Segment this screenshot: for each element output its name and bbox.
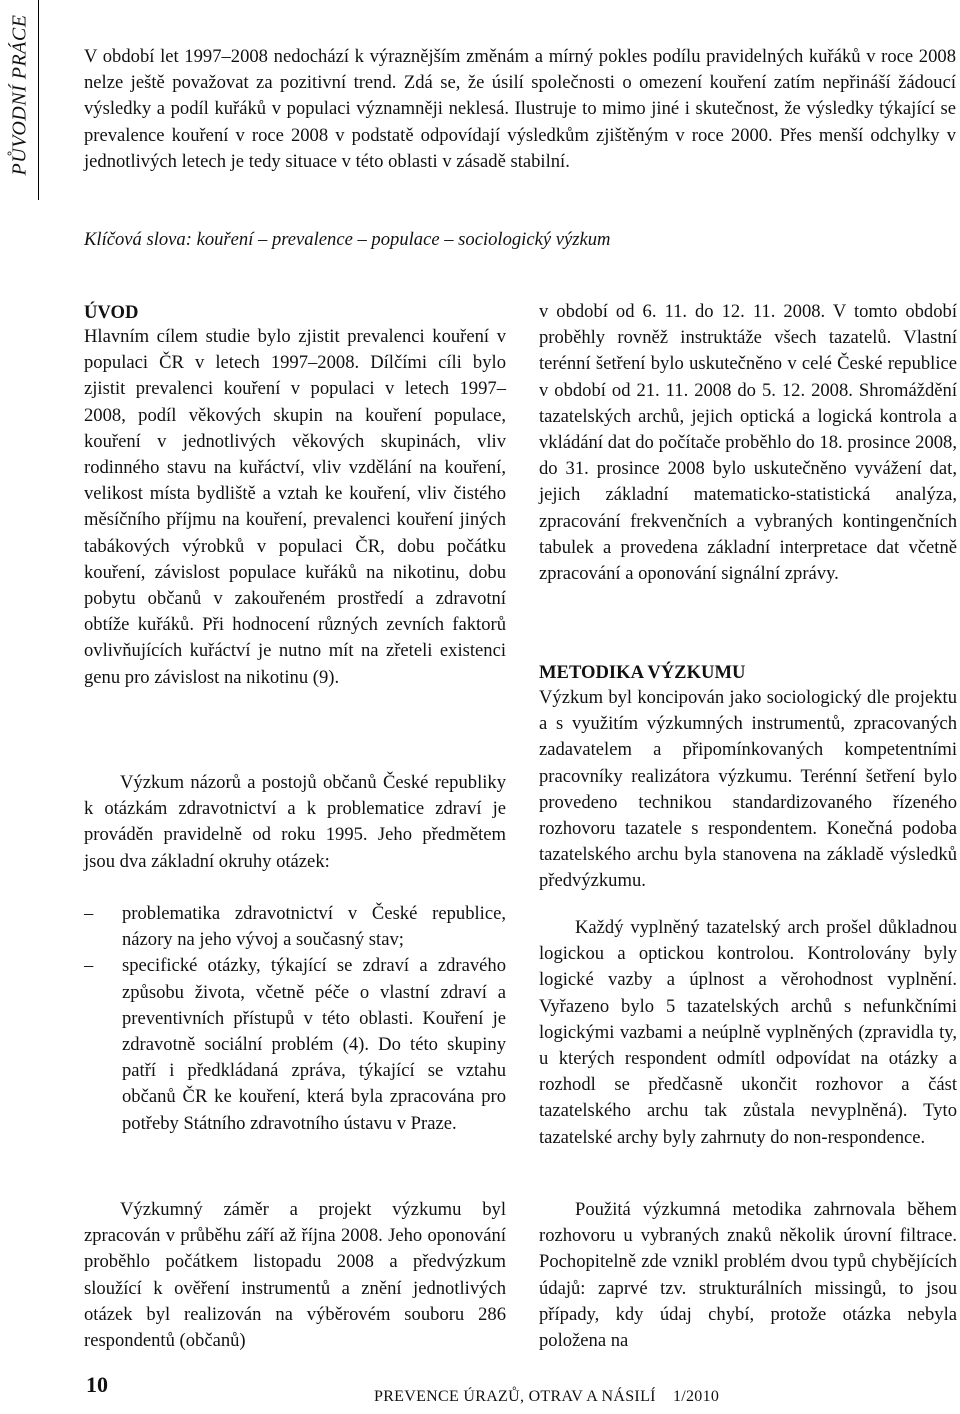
list-item xyxy=(84,953,506,1136)
list-item xyxy=(84,901,506,953)
dash-bullet: – xyxy=(84,903,94,924)
list-item-text: specifické otázky, týkající se zdraví a zdravého způsobu života, včetně péče o vlastní zdraví a preventivních přístupů v této oblasti. Kouření je zdravotně sociální problém (4). Do této skupiny patří i předkládaná zpráva, týkající se vztahu občanů ČR ke kouření, která byla zpracována pro potřeby Státního zdravotního ústavu v Praze. xyxy=(122,955,506,1134)
section-heading-metodika: METODIKA VÝZKUMU xyxy=(539,662,746,683)
list-item-text: problematika zdravotnictví v České republice, názory na jeho vývoj a současný stav; xyxy=(122,903,506,951)
journal-footer: PREVENCE ÚRAZŮ, OTRAV A NÁSILÍ 1/2010 xyxy=(374,1388,720,1405)
method-paragraph-2: Každý vyplněný tazatelský arch prošel důkladnou logickou a optickou kontrolou. Kontrolovány byly logické vazby a úplnost a věrohodnost vyplnění. Vyřazeno bylo 5 tazatelských archů s nefunkčními logickými vazbami a neúplně vyplněných (zpravidla ty, u kterých respondent odmítl odpovídat na otázky a rozhodl se předčasně ukončit rozhovor a část tazatelského archu tak zůstala nevyplněná). Tyto tazatelské archy byly zahrnuty do non-respondence. xyxy=(539,917,957,1148)
right-paragraph-1: v období od 6. 11. do 12. 11. 2008. V tomto období proběhly rovněž instruktáže všech tazatelů. Vlastní terénní šetření bylo uskutečněno v celé České republice v období od 21. 11. 2008 do 5. 12. 2008. Shromáždění tazatelských archů, jejich optická a logická kontrola a vkládání dat do počítače proběhlo do 18. prosince 2008, do 31. prosince 2008 bylo uskutečněno vyvážení dat, jejich základní matematicko-statistická analýza, zpracování frekvenčních a vybraných kontingenčních tabulek a provedena základní interpretace dat včetně zpracování a oponování signální zprávy. xyxy=(539,301,957,585)
intro-paragraph-2: Výzkum názorů a postojů občanů České republiky k otázkám zdravotnictví a k problematice zdraví je prováděn pravidelně od roku 1995. Jeho předmětem jsou dva základní okruhy otázek: xyxy=(84,772,506,872)
intro-paragraph-3: Výzkumný záměr a projekt výzkumu byl zpracován v průběhu září až října 2008. Jeho oponování proběhlo počátkem listopadu 2008 a předvýzkum sloužící k ověření instrumentů a znění jednotlivých otázek byl realizován na výběrovém souboru 286 respondentů (občanů) xyxy=(84,1199,506,1352)
method-paragraph-3: Použitá výzkumná metodika zahrnovala během rozhovoru u vybraných znaků několik úrovní filtrace. Pochopitelně zde vznikl problém dvou typů chybějících údajů: zaprvé tzv. strukturálních missingů, to jsou případy, kdy údaj chybí, protože otázka nebyla položena na xyxy=(539,1199,957,1352)
topics-list xyxy=(84,901,506,1137)
page-number: 10 xyxy=(86,1372,108,1397)
section-side-label xyxy=(0,0,39,200)
section-heading-uvod: ÚVOD xyxy=(84,302,139,323)
keywords: Klíčová slova: kouření – prevalence – populace – sociologický výzkum xyxy=(84,229,611,250)
abstract-paragraph: V období let 1997–2008 nedochází k výraznějším změnám a mírný pokles podílu pravidelných kuřáků v roce 2008 nelze ještě považovat za pozitivní trend. Zdá se, že úsilí společnosti o omezení kouření zatím nepřináší žádoucí výsledky a podíl kuřáků v populaci významněji neklesá. Ilustruje to mimo jiné i skutečnost, že výsledky týkající se prevalence kouření v roce 2008 v podstatě odpovídají výsledkům zjištěným v roce 2000. Přes menší odchylky v jednotlivých letech je tedy situace v této oblasti v zásadě stabilní. xyxy=(84,46,956,172)
dash-bullet: – xyxy=(84,955,94,977)
method-paragraph-1: Výzkum byl koncipován jako sociologický dle projektu a s využitím výzkumných instrumentů, zpracovaných zadavatelem a připomínkovaných kompetentními pracovníky realizátora výzkumu. Terénní šetření bylo provedeno technikou standardizovaného řízeného rozhovoru tazatele s respondentem. Konečná podoba tazatelského archu byla stanovena na základě výsledků předvýzkumu. xyxy=(539,687,957,892)
intro-paragraph-1: Hlavním cílem studie bylo zjistit prevalenci kouření v populaci ČR v letech 1997–2008. Dílčími cíli bylo zjistit prevalenci kouření v populaci v letech 1997–2008, podíl věkových skupin na kouření populace, kouření v jednotlivých věkových skupinách, vliv rodinného stavu na kuřáctví, vliv vzdělání na kouření, velikost místa bydliště a vztah ke kouření, vliv čistého měsíčního příjmu na kouření, prevalenci kouření jiných tabákových výrobků v populaci ČR, dobu počátku kouření, závislost populace kuřáků na nikotinu, dobu pobytu občanů v zakouřeném prostředí a zdravotní obtíže kuřáků. Při hodnocení různých zevních faktorů ovlivňujících kuřáctví je nutno mít na zřeteli existenci genu pro závislost na nikotinu (9). xyxy=(84,326,506,688)
section-label-text: PŮVODNÍ PRÁCE xyxy=(8,14,31,176)
